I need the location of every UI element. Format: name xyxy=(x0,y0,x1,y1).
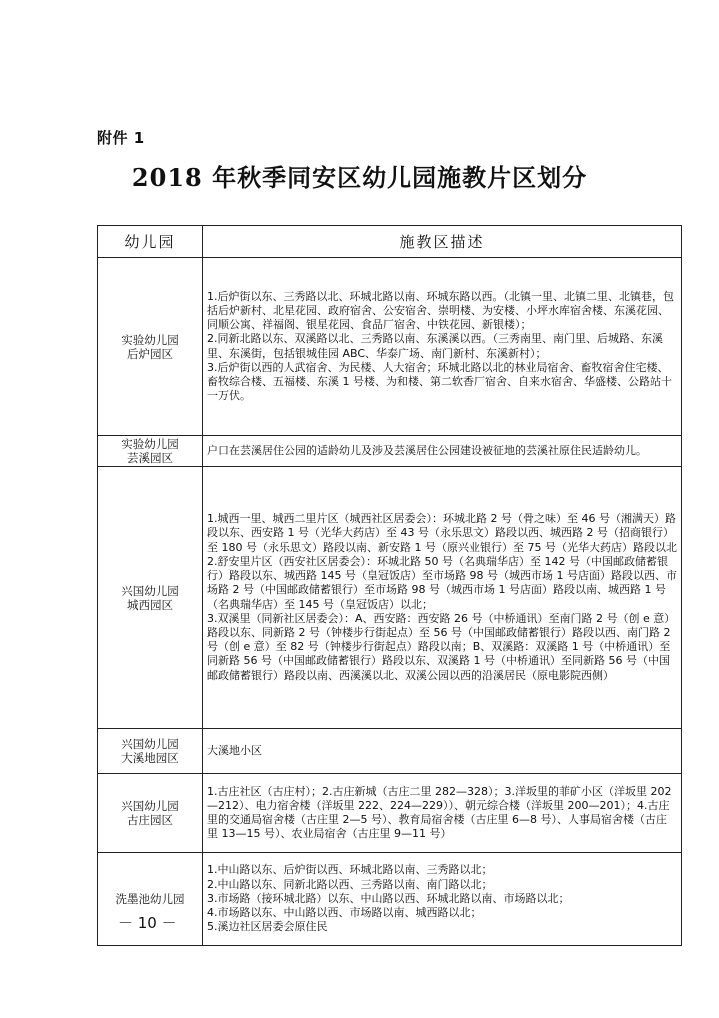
district-table xyxy=(97,225,682,946)
description-line: 4.市场路以东、中山路以西、市场路以南、城西路以北； xyxy=(207,906,482,920)
description-line: 2.中山路以东、同新北路以西、三秀路以南、南门路以北； xyxy=(207,877,493,891)
column-header-kindergarten: 幼儿园 xyxy=(98,226,203,258)
kindergarten-name: 兴国幼儿园 xyxy=(121,737,179,751)
description-line: 2.舒安里片区（西安社区居委会）：环城北路 50 号（名典瑞华店）至 142 号（中国邮政储蓄银行）路段以东、城西路 145 号（皇冠饭店）至市场路 98 号（城西市场 1 号店面）路段以西、市场路 2 号（中国邮政储蓄银行）至市场路 98 号（城西市场 1 号店面）路段以南、城西路 1 号（名典瑞华店）至 145 号（皇冠饭店）以北； xyxy=(207,554,677,611)
kindergarten-name: 洗墨池幼儿园 xyxy=(115,892,185,906)
kindergarten-cell xyxy=(98,774,203,853)
column-header-description: 施教区描述 xyxy=(203,226,682,258)
description-line: 大溪地小区 xyxy=(207,743,262,757)
kindergarten-name: 实验幼儿园 xyxy=(121,332,179,347)
kindergarten-cell xyxy=(98,467,203,729)
document-title: 2018 年秋季同安区幼儿园施教片区划分 xyxy=(131,163,588,192)
table-row xyxy=(98,729,682,774)
description-cell xyxy=(203,853,682,946)
description-cell xyxy=(203,774,682,853)
description-line: 1.中山路以东、后炉街以西、环城北路以南、三秀路以北； xyxy=(207,863,493,877)
kindergarten-name: 实验幼儿园 xyxy=(121,437,179,451)
campus-name: 城西园区 xyxy=(127,597,173,612)
description-cell xyxy=(203,436,682,467)
kindergarten-name: 兴国幼儿园 xyxy=(121,799,179,813)
kindergarten-cell xyxy=(98,436,203,467)
attachment-label: 附件 1 xyxy=(97,129,145,147)
description-line: 1.古庄社区（古庄村）；2.古庄新城（古庄二里 282—328）；3.洋坂里的菲矿小区（洋坂里 202—212）、电力宿舍楼（洋坂里 222、224—229））、朝元综合楼（洋坂里 200—201）；4.古庄里的交通局宿舍楼（古庄里 2—5 号）、教育局宿舍楼（古庄里 6—8 号）、人事局宿舍楼（古庄里 13—15 号）、农业局宿舍（古庄里 9—11 号） xyxy=(207,784,672,841)
description-line: 1.城西一里、城西二里片区（城西社区居委会）：环城北路 2 号（骨之味）至 46 号（湘满天）路段以东、西安路 1 号（光华大药店）至 43 号（永乐思文）路段以西、城西路 2 号（招商银行）至 180 号（永乐思文）路段以南、新安路 1 号（原兴业银行）至 75 号（光华大药店）路段以北 xyxy=(207,512,677,554)
table-row xyxy=(98,436,682,467)
description-cell xyxy=(203,467,682,729)
description-line: 3.市场路（接环城北路）以东、中山路以西、环城北路以南、市场路以北； xyxy=(207,891,570,905)
kindergarten-cell xyxy=(98,729,203,774)
description-line: 5.溪边社区居委会原住民 xyxy=(207,920,328,934)
description-line: 3.后炉街以西的人武宿舍、为民楼、人大宿舍；环城北路以北的林业局宿舍、畜牧宿舍住宅楼、畜牧综合楼、五福楼、东溪 1 号楼、为和楼、第二软香厂宿舍、自来水宿舍、华盛楼、公路站十一万伏。 xyxy=(207,360,672,403)
table-row xyxy=(98,853,682,946)
campus-name: 芸溪园区 xyxy=(127,451,173,465)
description-cell xyxy=(203,258,682,436)
kindergarten-cell xyxy=(98,258,203,436)
description-cell xyxy=(203,729,682,774)
table-header-row xyxy=(98,226,682,258)
description-line: 1.后炉街以东、三秀路以北、环城北路以南、环城东路以西。（北镇一里、北镇二里、北镇巷，包括后炉新村、北星花园、政府宿舍、公安宿舍、崇明楼、为安楼、小坪水库宿舍楼、东溪花园、同顺公寓、祥福阁、银星花园、食品厂宿舍、中铁花园、新银楼）； xyxy=(207,289,674,332)
table-row xyxy=(98,258,682,436)
campus-name: 古庄园区 xyxy=(127,813,173,827)
campus-name: 大溪地园区 xyxy=(121,751,179,765)
description-line: 2.同新北路以东、双溪路以北、三秀路以南、东溪溪以西。（三秀南里、南门里、后城路、东溪里、东溪街，包括银城佳园 ABC、华泰广场、南门新村、东溪新村）； xyxy=(207,332,663,360)
page-number: － 10 － xyxy=(118,914,177,932)
kindergarten-name: 兴国幼儿园 xyxy=(121,583,179,598)
description-line: 3.双溪里（同新社区居委会）：A、西安路：西安路 26 号（中桥通讯）至南门路 2 号（创 e 意）路段以东、同新路 2 号（钟楼步行街起点）至 56 号（中国邮政储蓄银行）路段以西、南门路 2 号（创 e 意）至 82 号（钟楼步行街起点）路段以南；B、双溪路：双溪路 1 号（中桥通讯）至同新路 56 号（中国邮政储蓄银行）路段以东、双溪路 1 号（中桥通讯）至同新路 56 号（中国邮政储蓄银行）路段以南、西溪溪以北、双溪公园以西的沿溪居民（原电影院西侧） xyxy=(207,611,676,682)
table-row xyxy=(98,774,682,853)
table-row xyxy=(98,467,682,729)
campus-name: 后炉园区 xyxy=(127,346,173,361)
description-line: 户口在芸溪居住公园的适龄幼儿及涉及芸溪居住公园建设被征地的芸溪社原住民适龄幼儿。 xyxy=(207,443,647,457)
